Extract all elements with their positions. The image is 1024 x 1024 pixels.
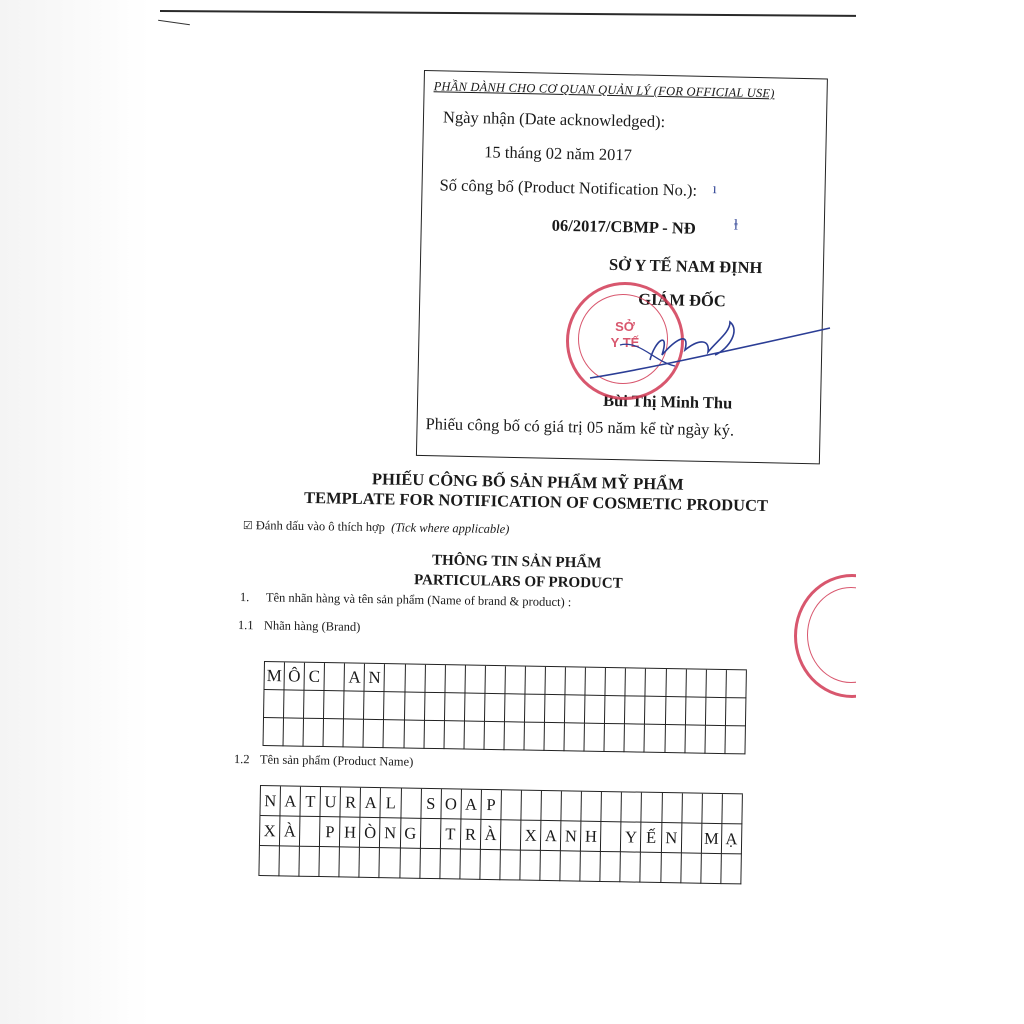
grid-cell — [701, 854, 722, 884]
grid-cell: A — [461, 790, 482, 820]
grid-cell — [722, 794, 743, 824]
grid-cell: Ô — [285, 662, 306, 690]
grid-cell: Ế — [641, 823, 662, 853]
grid-cell — [264, 690, 285, 718]
grid-cell — [465, 694, 486, 722]
grid-cell — [585, 696, 606, 724]
product-grid-cells — [258, 785, 742, 884]
grid-cell — [344, 719, 365, 747]
grid-cell — [424, 721, 445, 749]
official-use-box — [416, 70, 828, 464]
grid-cell — [300, 847, 321, 877]
grid-cell — [505, 694, 526, 722]
grid-cell — [524, 723, 545, 751]
grid-cell — [641, 853, 662, 883]
grid-cell — [721, 854, 742, 884]
grid-cell — [485, 694, 506, 722]
date-acknowledged-label: Ngày nhận (Date acknowledged): — [442, 107, 666, 132]
grid-cell — [686, 697, 707, 725]
grid-cell — [385, 664, 406, 692]
grid-cell — [661, 853, 682, 883]
grid-cell — [505, 666, 526, 694]
grid-cell — [501, 820, 522, 850]
grid-cell — [542, 791, 563, 821]
grid-cell — [259, 846, 280, 876]
field-1-text: Tên nhãn hàng và tên sản phẩm (Name of brand & product) : — [265, 590, 572, 610]
grid-cell: H — [340, 817, 361, 847]
grid-cell — [561, 851, 582, 881]
grid-cell — [586, 668, 607, 696]
field-1-1-number: 1.1 — [237, 618, 254, 633]
grid-cell — [726, 698, 747, 726]
grid-cell — [625, 724, 646, 752]
grid-cell: A — [281, 786, 302, 816]
notification-no-value: 06/2017/CBMP - NĐ — [551, 215, 696, 238]
grid-cell — [562, 791, 583, 821]
grid-cell — [404, 720, 425, 748]
grid-cell: G — [400, 818, 421, 848]
grid-cell — [340, 847, 361, 877]
grid-cell — [646, 669, 667, 697]
field-1-2-number: 1.2 — [233, 752, 250, 767]
grid-cell — [605, 724, 626, 752]
grid-cell: À — [481, 820, 502, 850]
grid-cell — [625, 696, 646, 724]
tick-note-en: (Tick where applicable) — [391, 520, 510, 537]
grid-cell — [440, 849, 461, 879]
grid-cell — [444, 721, 465, 749]
validity-note: Phiếu công bố có giá trị 05 năm kể từ ngày ký. — [425, 414, 735, 440]
grid-cell — [464, 722, 485, 750]
grid-cell: T — [301, 787, 322, 817]
grid-cell — [344, 691, 365, 719]
grid-cell: À — [280, 816, 301, 846]
grid-cell — [405, 664, 426, 692]
grid-cell — [501, 790, 522, 820]
grid-cell — [304, 719, 325, 747]
grid-cell — [384, 720, 405, 748]
field-1-number: 1. — [239, 590, 250, 605]
grid-cell — [320, 847, 341, 877]
grid-cell — [364, 720, 385, 748]
field-1-label — [240, 590, 572, 610]
page-top-edge — [160, 10, 872, 17]
brand-grid-cells — [263, 661, 747, 754]
grid-cell — [666, 697, 687, 725]
grid-cell: C — [305, 663, 326, 691]
grid-cell — [460, 850, 481, 880]
grid-cell — [400, 848, 421, 878]
grid-cell — [565, 723, 586, 751]
grid-cell — [706, 670, 727, 698]
grid-cell — [626, 668, 647, 696]
grid-cell: N — [561, 821, 582, 851]
grid-cell: A — [361, 788, 382, 818]
grid-cell: P — [320, 817, 341, 847]
grid-cell — [566, 667, 587, 695]
grid-cell — [480, 850, 501, 880]
grid-cell: N — [661, 823, 682, 853]
grid-cell — [420, 849, 441, 879]
official-header: PHẦN DÀNH CHO CƠ QUAN QUẢN LÝ (FOR OFFICIAL USE) — [433, 79, 775, 101]
signature-icon — [580, 300, 840, 400]
stamp-line-2: Y TẾ — [610, 335, 640, 350]
grid-cell — [465, 666, 486, 694]
signer-name: Bùi Thị Minh Thu — [602, 390, 733, 413]
grid-cell — [565, 695, 586, 723]
grid-cell: A — [345, 663, 366, 691]
grid-cell — [581, 852, 602, 882]
grid-cell — [405, 692, 426, 720]
grid-cell — [485, 666, 506, 694]
title-vn: PHIẾU CÔNG BỐ SẢN PHẨM MỸ PHẨM — [371, 469, 684, 494]
grid-cell — [546, 667, 567, 695]
grid-cell: S — [421, 789, 442, 819]
grid-cell — [605, 696, 626, 724]
position-title: GIÁM ĐỐC — [638, 289, 726, 311]
grid-cell — [384, 692, 405, 720]
grid-cell — [706, 698, 727, 726]
grid-cell: X — [521, 821, 542, 851]
grid-cell: Ò — [360, 818, 381, 848]
grid-cell — [545, 723, 566, 751]
grid-cell — [705, 726, 726, 754]
grid-cell — [421, 819, 442, 849]
brand-grid — [263, 661, 747, 754]
grid-cell — [621, 852, 642, 882]
grid-cell — [702, 794, 723, 824]
grid-cell: P — [481, 790, 502, 820]
grid-cell: M — [264, 662, 285, 690]
grid-cell — [401, 788, 422, 818]
field-1-2-label — [234, 752, 414, 770]
grid-cell — [521, 791, 542, 821]
grid-cell — [300, 817, 321, 847]
grid-cell — [642, 793, 663, 823]
grid-cell: R — [461, 820, 482, 850]
grid-cell — [622, 792, 643, 822]
grid-cell — [601, 822, 622, 852]
grid-cell — [500, 850, 521, 880]
page-right-margin — [856, 0, 1024, 1024]
grid-cell — [445, 693, 466, 721]
section-title-en: PARTICULARS OF PRODUCT — [413, 572, 623, 592]
title-en: TEMPLATE FOR NOTIFICATION OF COSMETIC PRODUCT — [303, 487, 769, 516]
grid-cell — [364, 692, 385, 720]
grid-cell — [425, 665, 446, 693]
grid-cell: H — [581, 822, 602, 852]
grid-cell — [540, 851, 561, 881]
grid-cell — [685, 725, 706, 753]
tick-instruction — [243, 518, 510, 537]
grid-cell — [682, 793, 703, 823]
grid-cell — [380, 848, 401, 878]
grid-cell: Ạ — [722, 824, 743, 854]
grid-cell: X — [260, 816, 281, 846]
field-1-1-text: Nhãn hàng (Brand) — [263, 618, 361, 634]
grid-cell: N — [380, 818, 401, 848]
initial-mark-icon: ⱡ — [733, 217, 739, 234]
tick-note-vn: Đánh dấu vào ô thích hợp — [255, 518, 386, 535]
grid-cell — [645, 725, 666, 753]
grid-cell — [445, 665, 466, 693]
grid-cell — [602, 792, 623, 822]
grid-cell: Y — [621, 822, 642, 852]
checkbox-icon: ☑ — [242, 518, 253, 533]
grid-cell — [665, 725, 686, 753]
grid-cell — [662, 793, 683, 823]
grid-cell — [279, 846, 300, 876]
page-margin — [0, 0, 150, 1024]
grid-cell — [504, 722, 525, 750]
grid-cell — [525, 667, 546, 695]
grid-cell: O — [441, 789, 462, 819]
grid-cell — [284, 718, 305, 746]
grid-cell: M — [702, 824, 723, 854]
grid-cell — [425, 693, 446, 721]
stamp-line-1: SỞ — [615, 319, 635, 334]
grid-cell: N — [260, 786, 281, 816]
field-1-1-label — [238, 618, 361, 635]
pen-tick-icon: ı — [712, 181, 717, 198]
grid-cell — [324, 719, 345, 747]
grid-cell — [325, 663, 346, 691]
grid-cell — [682, 823, 703, 853]
grid-cell — [525, 695, 546, 723]
notification-no-label: Số công bố (Product Notification No.): — [439, 175, 698, 200]
grid-cell — [360, 848, 381, 878]
grid-cell — [484, 722, 505, 750]
grid-cell — [645, 697, 666, 725]
grid-cell: N — [365, 664, 386, 692]
grid-cell — [681, 853, 702, 883]
authority-name: SỞ Y TẾ NAM ĐỊNH — [608, 254, 763, 278]
grid-cell: L — [381, 788, 402, 818]
pen-mark — [158, 20, 190, 25]
date-acknowledged-value: 15 tháng 02 năm 2017 — [484, 142, 633, 165]
grid-cell — [582, 792, 603, 822]
grid-cell — [725, 726, 746, 754]
grid-cell — [686, 669, 707, 697]
field-1-2-text: Tên sản phẩm (Product Name) — [259, 752, 414, 769]
section-title-vn: THÔNG TIN SẢN PHẨM — [431, 552, 602, 572]
product-grid — [258, 785, 742, 884]
grid-cell — [520, 851, 541, 881]
grid-cell — [304, 691, 325, 719]
grid-cell — [585, 724, 606, 752]
grid-cell — [324, 691, 345, 719]
grid-cell — [545, 695, 566, 723]
grid-cell: A — [541, 821, 562, 851]
grid-cell — [601, 852, 622, 882]
grid-cell: U — [321, 787, 342, 817]
grid-cell — [726, 670, 747, 698]
grid-cell — [284, 690, 305, 718]
grid-cell — [606, 668, 627, 696]
grid-cell — [666, 669, 687, 697]
grid-cell: T — [441, 819, 462, 849]
grid-cell — [264, 718, 285, 746]
grid-cell: R — [341, 787, 362, 817]
